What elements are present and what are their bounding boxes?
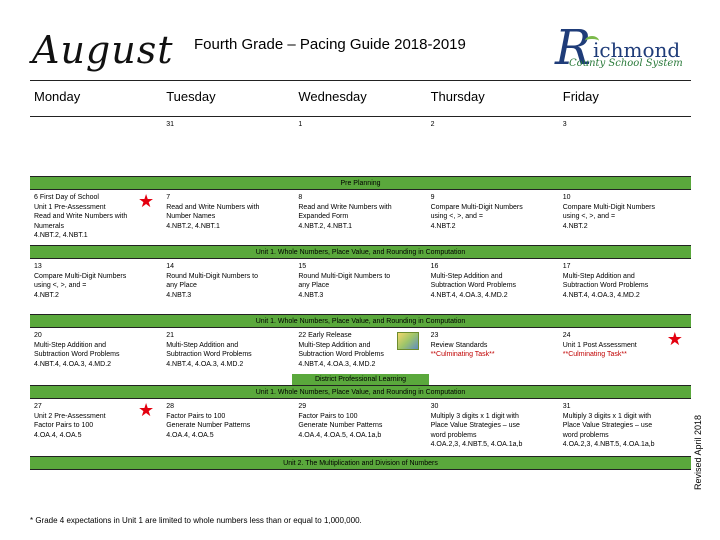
day-number: 16 — [430, 263, 439, 270]
day-cell — [294, 259, 426, 314]
day-number: 13 — [34, 263, 42, 270]
day-number: 24 — [562, 332, 571, 339]
lesson-line: 4.NBT.3 — [166, 291, 192, 299]
day-number: 27 — [34, 403, 42, 410]
logo-initial: R — [555, 20, 592, 76]
day-number: 8 — [298, 194, 303, 201]
lesson-line: word problems — [562, 431, 609, 439]
lesson-line: Multi-Step Addition and — [298, 341, 371, 349]
day-cell — [427, 190, 559, 245]
day-cell — [162, 328, 294, 385]
lesson-line: 4.NBT.4, 4.OA.3, 4.MD.2 — [430, 291, 508, 299]
lesson-line: using <, >, and = — [562, 213, 616, 220]
lesson-line: Read and Write Numbers with — [34, 213, 128, 220]
day-cell — [294, 328, 426, 385]
day-cell — [427, 259, 559, 314]
day-header-row — [30, 81, 691, 117]
day-number: 7 — [166, 194, 171, 201]
day-number: 31 — [562, 403, 571, 410]
day-number: 22 Early Release — [298, 332, 352, 339]
day-cell — [294, 117, 426, 176]
day-header-thursday: Thursday — [430, 89, 485, 104]
day-number: 17 — [562, 263, 571, 270]
lesson-line: 4.NBT.4, 4.OA.3, 4.MD.2 — [562, 291, 640, 299]
day-cell — [30, 399, 162, 456]
lesson-line: Compare Multi-Digit Numbers — [562, 203, 655, 211]
day-header-tuesday: Tuesday — [166, 89, 216, 104]
day-cell — [294, 190, 426, 245]
day-header-monday: Monday — [34, 89, 81, 104]
unit-band: Unit 1. Whole Numbers, Place Value, and Rounding in Computation — [30, 315, 691, 328]
page-title: Fourth Grade – Pacing Guide 2018-2019 — [194, 36, 466, 53]
day-number: 10 — [562, 194, 571, 201]
day-number: 31 — [166, 121, 174, 128]
unit-band: Unit 1. Whole Numbers, Place Value, and Rounding in Computation — [30, 246, 691, 259]
lesson-line: Round Multi-Digit Numbers to — [166, 272, 258, 280]
lesson-line: Subtraction Word Problems — [34, 351, 120, 358]
day-number: 28 — [166, 403, 174, 410]
day-cell — [162, 259, 294, 314]
lesson-line: 4.NBT.2 — [562, 222, 588, 230]
lesson-line: 4.OA.2,3, 4.NBT.5, 4.OA.1a,b — [562, 441, 655, 448]
lesson-line: Unit 1 Pre-Assessment — [34, 203, 106, 211]
district-logo — [555, 20, 705, 76]
day-cell — [30, 117, 162, 176]
day-number: 21 — [166, 332, 174, 339]
lesson-line: 4.NBT.3 — [298, 291, 324, 299]
professional-learning-bar: District Professional Learning — [292, 374, 428, 385]
lesson-line: 4.OA.4, 4.OA.5 — [34, 431, 82, 439]
star-icon: ★ — [666, 329, 683, 349]
lesson-line: 4.NBT.2 — [430, 222, 456, 230]
lesson-line: 4.NBT.2 — [34, 291, 59, 299]
lesson-line: 4.OA.2,3, 4.NBT.5, 4.OA.1a,b — [430, 441, 523, 448]
day-number: 23 — [430, 332, 439, 339]
lesson-line: 4.NBT.2, 4.NBT.1 — [166, 222, 220, 230]
unit-band: Unit 1. Whole Numbers, Place Value, and Rounding in Computation — [30, 386, 691, 399]
day-number: 14 — [166, 263, 174, 270]
lesson-line: Generate Number Patterns — [166, 422, 251, 429]
lesson-line: Subtraction Word Problems — [562, 282, 649, 289]
lesson-line: Factor Pairs to 100 — [166, 412, 226, 420]
day-number: 30 — [430, 403, 439, 410]
week-row — [30, 117, 691, 177]
lesson-line: Subtraction Word Problems — [430, 282, 517, 289]
lesson-line: Multiply 3 digits x 1 digit with — [430, 412, 519, 420]
day-cell — [162, 399, 294, 456]
day-number: 1 — [298, 121, 303, 128]
day-cell — [427, 117, 559, 176]
lesson-line: any Place — [166, 282, 197, 289]
day-number: 15 — [298, 263, 307, 270]
lesson-line: 4.OA.4, 4.OA.5 — [166, 431, 214, 439]
day-cell — [30, 328, 162, 385]
logo-subtitle: County School System — [569, 58, 683, 69]
day-number: 9 — [430, 194, 435, 201]
culminating-task-label: **Culminating Task** — [430, 351, 495, 358]
day-cell — [30, 190, 162, 245]
day-cell — [30, 259, 162, 314]
pacing-calendar — [30, 80, 691, 470]
day-cell — [162, 190, 294, 245]
lesson-line: Read and Write Numbers with — [166, 203, 260, 211]
day-cell — [559, 259, 691, 314]
lesson-line: 4.NBT.4, 4.OA.3, 4.MD.2 — [34, 360, 112, 368]
month-title: August — [32, 28, 174, 72]
logo-name: ichmond — [593, 38, 681, 62]
lesson-line: Generate Number Patterns — [298, 422, 383, 429]
day-cell — [427, 399, 559, 456]
culminating-task-label: **Culminating Task** — [562, 351, 627, 358]
lesson-line: Compare Multi-Digit Numbers — [34, 272, 127, 280]
footnote: * Grade 4 expectations in Unit 1 are limited to whole numbers less than or equal to 1,000,000. — [30, 516, 362, 525]
day-cell — [559, 328, 691, 385]
day-number: 2 — [430, 121, 435, 128]
day-header-friday: Friday — [562, 89, 599, 104]
day-number: 6 First Day of School — [34, 194, 99, 201]
day-cell — [162, 117, 294, 176]
lesson-line: Factor Pairs to 100 — [34, 422, 94, 429]
lesson-line: 4.NBT.4, 4.OA.3, 4.MD.2 — [166, 360, 244, 368]
lesson-line: Round Multi-Digit Numbers to — [298, 272, 391, 280]
lesson-line: Compare Multi-Digit Numbers — [430, 203, 523, 211]
day-cell — [559, 399, 691, 456]
day-number: 3 — [562, 121, 567, 128]
day-cell — [294, 399, 426, 456]
lesson-line: using <, >, and = — [430, 213, 483, 220]
day-cell — [559, 190, 691, 245]
lesson-line: Review Standards — [430, 341, 488, 349]
lesson-line: Multi-Step Addition and — [562, 272, 635, 280]
lesson-line: Multi-Step Addition and — [34, 341, 106, 349]
week-row — [30, 328, 691, 386]
lesson-line: Numerals — [34, 222, 64, 230]
lesson-line: Subtraction Word Problems — [166, 351, 252, 358]
lesson-line: Multi-Step Addition and — [430, 272, 503, 280]
lesson-line: 4.NBT.2, 4.NBT.1 — [298, 222, 353, 230]
lesson-line: Place Value Strategies – use — [430, 422, 520, 429]
day-number: 20 — [34, 332, 42, 339]
lesson-line: 4.OA.4, 4.OA.5, 4.OA.1a,b — [298, 431, 382, 439]
unit-band: Unit 2. The Multiplication and Division of Numbers — [30, 457, 691, 470]
day-number: 29 — [298, 403, 307, 410]
revised-date: Revised April 2018 — [693, 414, 703, 490]
lesson-line: using <, >, and = — [34, 282, 87, 289]
lesson-line: word problems — [430, 431, 477, 439]
day-cell — [427, 328, 559, 385]
lesson-line: Unit 2 Pre-Assessment — [34, 412, 106, 420]
lesson-line: any Place — [298, 282, 330, 289]
day-cell — [559, 117, 691, 176]
lesson-line: 4.NBT.4, 4.OA.3, 4.MD.2 — [298, 360, 376, 368]
week-row — [30, 399, 691, 457]
lesson-line: Read and Write Numbers with — [298, 203, 392, 211]
lesson-line: Factor Pairs to 100 — [298, 412, 358, 420]
lesson-line: Multiply 3 digits x 1 digit with — [562, 412, 652, 420]
week-row — [30, 259, 691, 315]
lesson-line: Expanded Form — [298, 213, 349, 220]
lesson-line: Unit 1 Post Assessment — [562, 341, 637, 349]
week-row — [30, 190, 691, 246]
star-icon: ★ — [138, 400, 155, 420]
lesson-line: Multi-Step Addition and — [166, 341, 239, 349]
star-icon: ★ — [138, 191, 155, 211]
lesson-line: Place Value Strategies – use — [562, 422, 653, 429]
lesson-line: 4.NBT.2, 4.NBT.1 — [34, 232, 88, 239]
lesson-line: Number Names — [166, 213, 216, 220]
day-header-wednesday: Wednesday — [298, 89, 367, 104]
unit-band: Pre Planning — [30, 177, 691, 190]
book-icon — [397, 332, 419, 350]
lesson-line: Subtraction Word Problems — [298, 351, 384, 358]
